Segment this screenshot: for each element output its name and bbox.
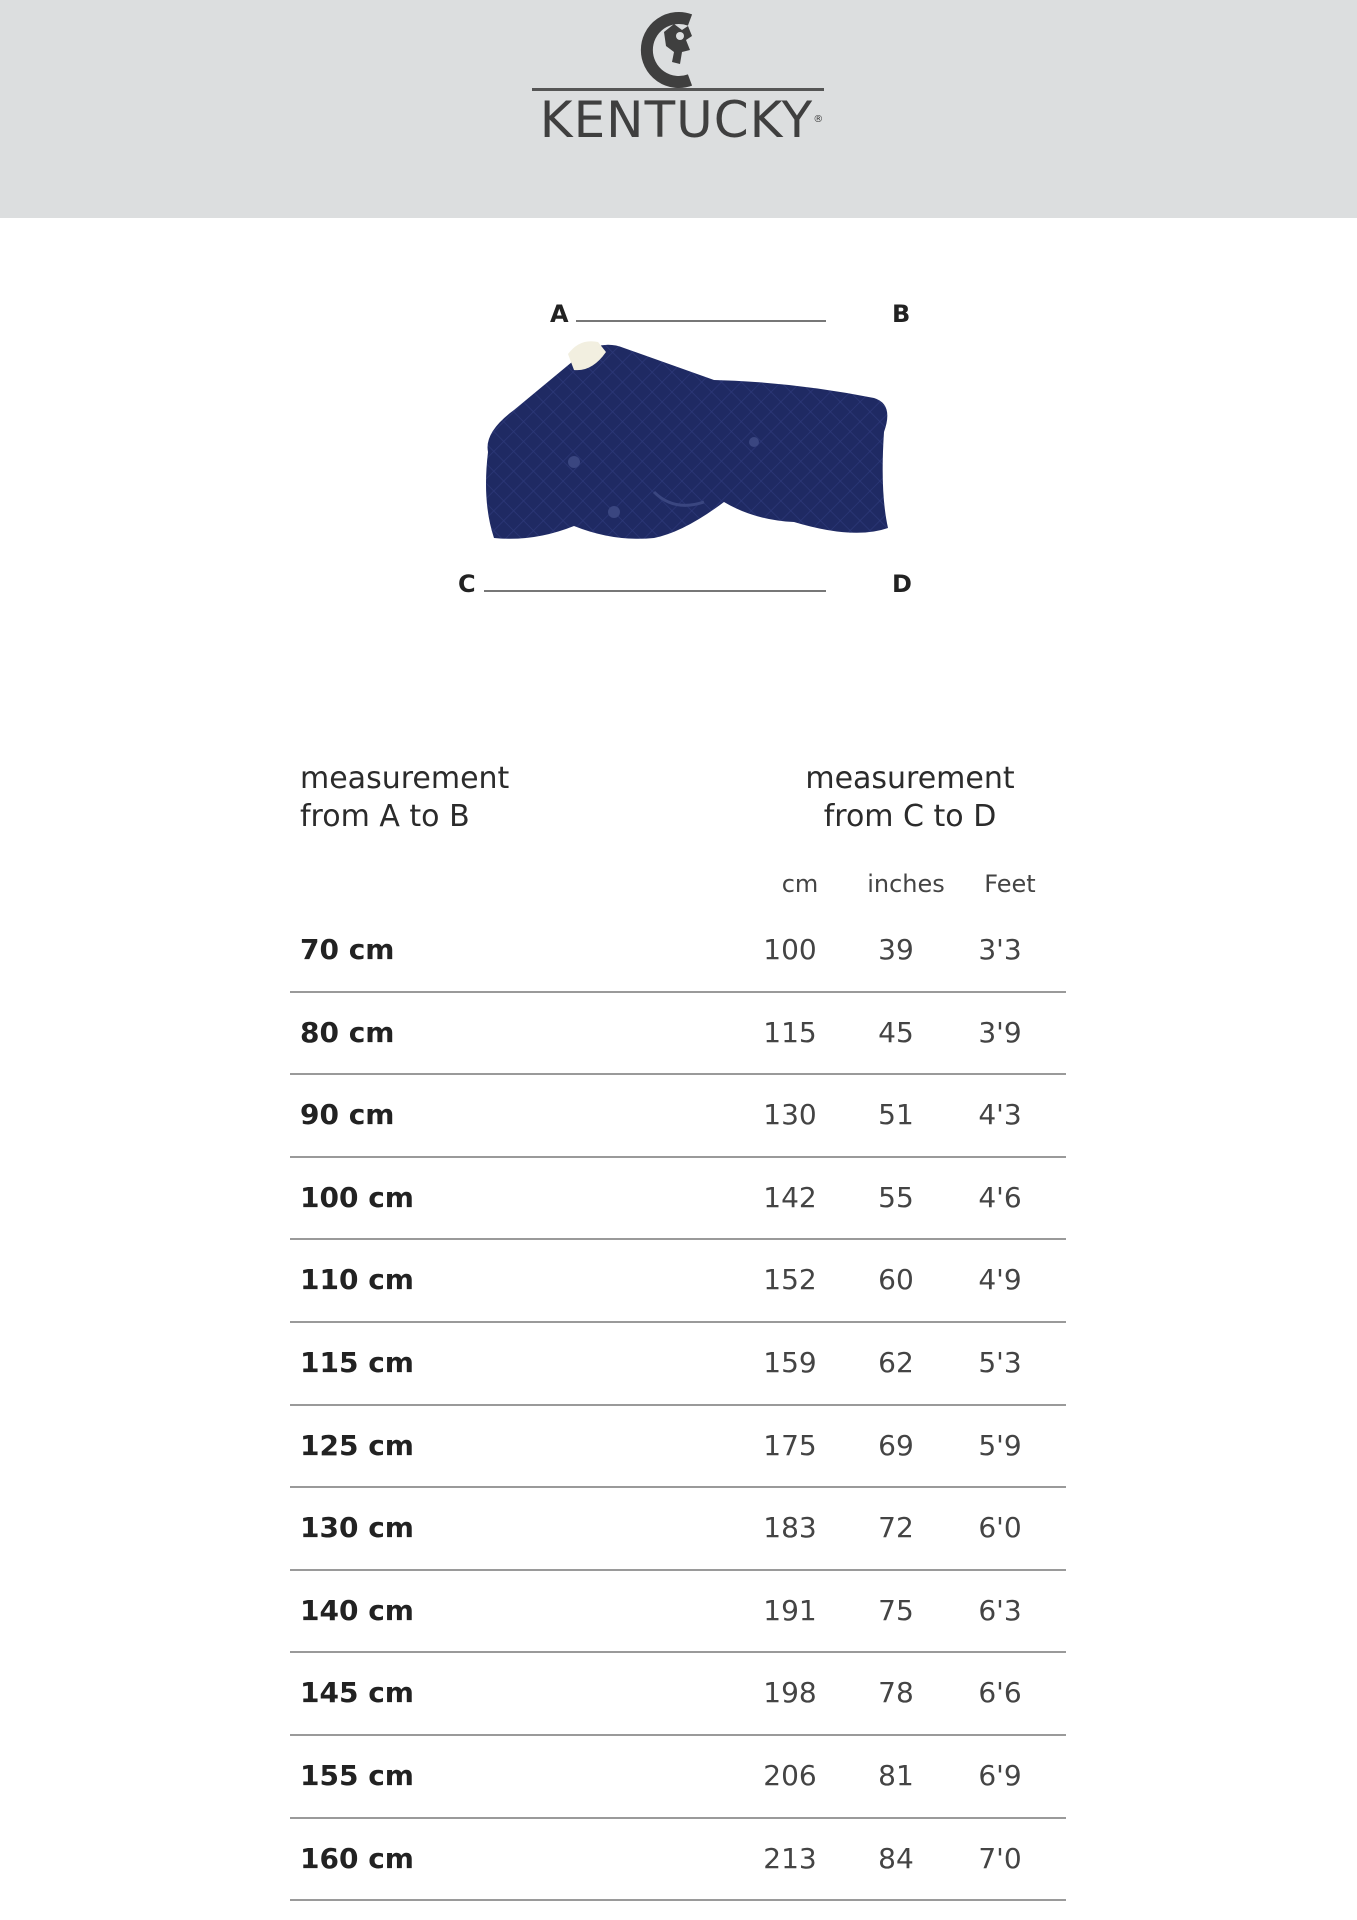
size-feet-cell: 6'6 (978, 1676, 1022, 1710)
label-d: D (892, 570, 912, 598)
brand-wordmark: KENTUCKY® (539, 91, 825, 149)
header-cd-line1: measurement (805, 761, 1015, 796)
rug-measurement-diagram (440, 290, 930, 610)
size-ab-cell: 70 cm (300, 933, 395, 966)
table-row (290, 1323, 1066, 1406)
table-row (290, 1653, 1066, 1736)
size-inches-cell: 55 (878, 1180, 914, 1214)
table-row (290, 993, 1066, 1076)
size-feet-cell: 4'6 (978, 1180, 1022, 1214)
label-a: A (550, 300, 569, 328)
line-a-to-b (576, 320, 826, 322)
size-feet-cell: 6'3 (978, 1593, 1022, 1627)
line-c-to-d (484, 590, 826, 592)
size-cm-cell: 213 (763, 1841, 817, 1875)
size-feet-cell: 6'9 (978, 1758, 1022, 1792)
size-cm-cell: 191 (763, 1593, 817, 1627)
size-ab-cell: 145 cm (300, 1676, 414, 1710)
size-inches-cell: 51 (878, 1098, 914, 1132)
header-ab (300, 760, 509, 836)
size-feet-cell: 3'3 (978, 933, 1022, 966)
size-inches-cell: 45 (878, 1015, 914, 1049)
size-ab-cell: 115 cm (300, 1345, 414, 1379)
header-ab-line1: measurement (300, 761, 510, 796)
size-cm-cell: 142 (763, 1180, 817, 1214)
table-row (290, 1158, 1066, 1241)
size-ab-cell: 140 cm (300, 1593, 414, 1627)
size-feet-cell: 5'9 (978, 1428, 1022, 1462)
size-inches-cell: 81 (878, 1758, 914, 1792)
size-cm-cell: 206 (763, 1758, 817, 1792)
size-table (290, 910, 1066, 1901)
size-ab-cell: 160 cm (300, 1841, 414, 1875)
size-feet-cell: 7'0 (978, 1841, 1022, 1875)
kentucky-logo-icon (630, 6, 710, 92)
size-cm-cell: 198 (763, 1676, 817, 1710)
table-row (290, 1736, 1066, 1819)
size-ab-cell: 155 cm (300, 1758, 414, 1792)
size-ab-cell: 130 cm (300, 1511, 414, 1545)
size-inches-cell: 39 (878, 933, 914, 966)
size-cm-cell: 159 (763, 1345, 817, 1379)
size-ab-cell: 90 cm (300, 1098, 395, 1132)
table-row (290, 1819, 1066, 1902)
size-feet-cell: 5'3 (978, 1345, 1022, 1379)
size-inches-cell: 69 (878, 1428, 914, 1462)
size-cm-cell: 152 (763, 1263, 817, 1297)
header-cd (780, 760, 1040, 836)
size-cm-cell: 130 (763, 1098, 817, 1132)
table-row (290, 910, 1066, 993)
horse-rug-image (474, 332, 894, 552)
size-inches-cell: 84 (878, 1841, 914, 1875)
size-ab-cell: 125 cm (300, 1428, 414, 1462)
subheader-feet: Feet (984, 870, 1036, 898)
size-feet-cell: 6'0 (978, 1511, 1022, 1545)
size-cm-cell: 100 (763, 933, 817, 966)
table-row (290, 1488, 1066, 1571)
header-ab-line2: from A to B (300, 799, 470, 834)
header-cd-line2: from C to D (823, 799, 997, 834)
table-row (290, 1075, 1066, 1158)
size-ab-cell: 110 cm (300, 1263, 414, 1297)
table-row (290, 1406, 1066, 1489)
size-ab-cell: 80 cm (300, 1015, 395, 1049)
subheader-cm: cm (781, 870, 819, 898)
size-inches-cell: 60 (878, 1263, 914, 1297)
size-feet-cell: 4'3 (978, 1098, 1022, 1132)
table-row (290, 1571, 1066, 1654)
size-ab-cell: 100 cm (300, 1180, 414, 1214)
size-inches-cell: 62 (878, 1345, 914, 1379)
subheader-inches: inches (867, 870, 945, 898)
size-cm-cell: 183 (763, 1511, 817, 1545)
size-inches-cell: 78 (878, 1676, 914, 1710)
size-inches-cell: 75 (878, 1593, 914, 1627)
table-row (290, 1240, 1066, 1323)
size-feet-cell: 4'9 (978, 1263, 1022, 1297)
size-cm-cell: 175 (763, 1428, 817, 1462)
size-cm-cell: 115 (763, 1015, 817, 1049)
label-c: C (458, 570, 476, 598)
size-inches-cell: 72 (878, 1511, 914, 1545)
label-b: B (892, 300, 911, 328)
size-feet-cell: 3'9 (978, 1015, 1022, 1049)
